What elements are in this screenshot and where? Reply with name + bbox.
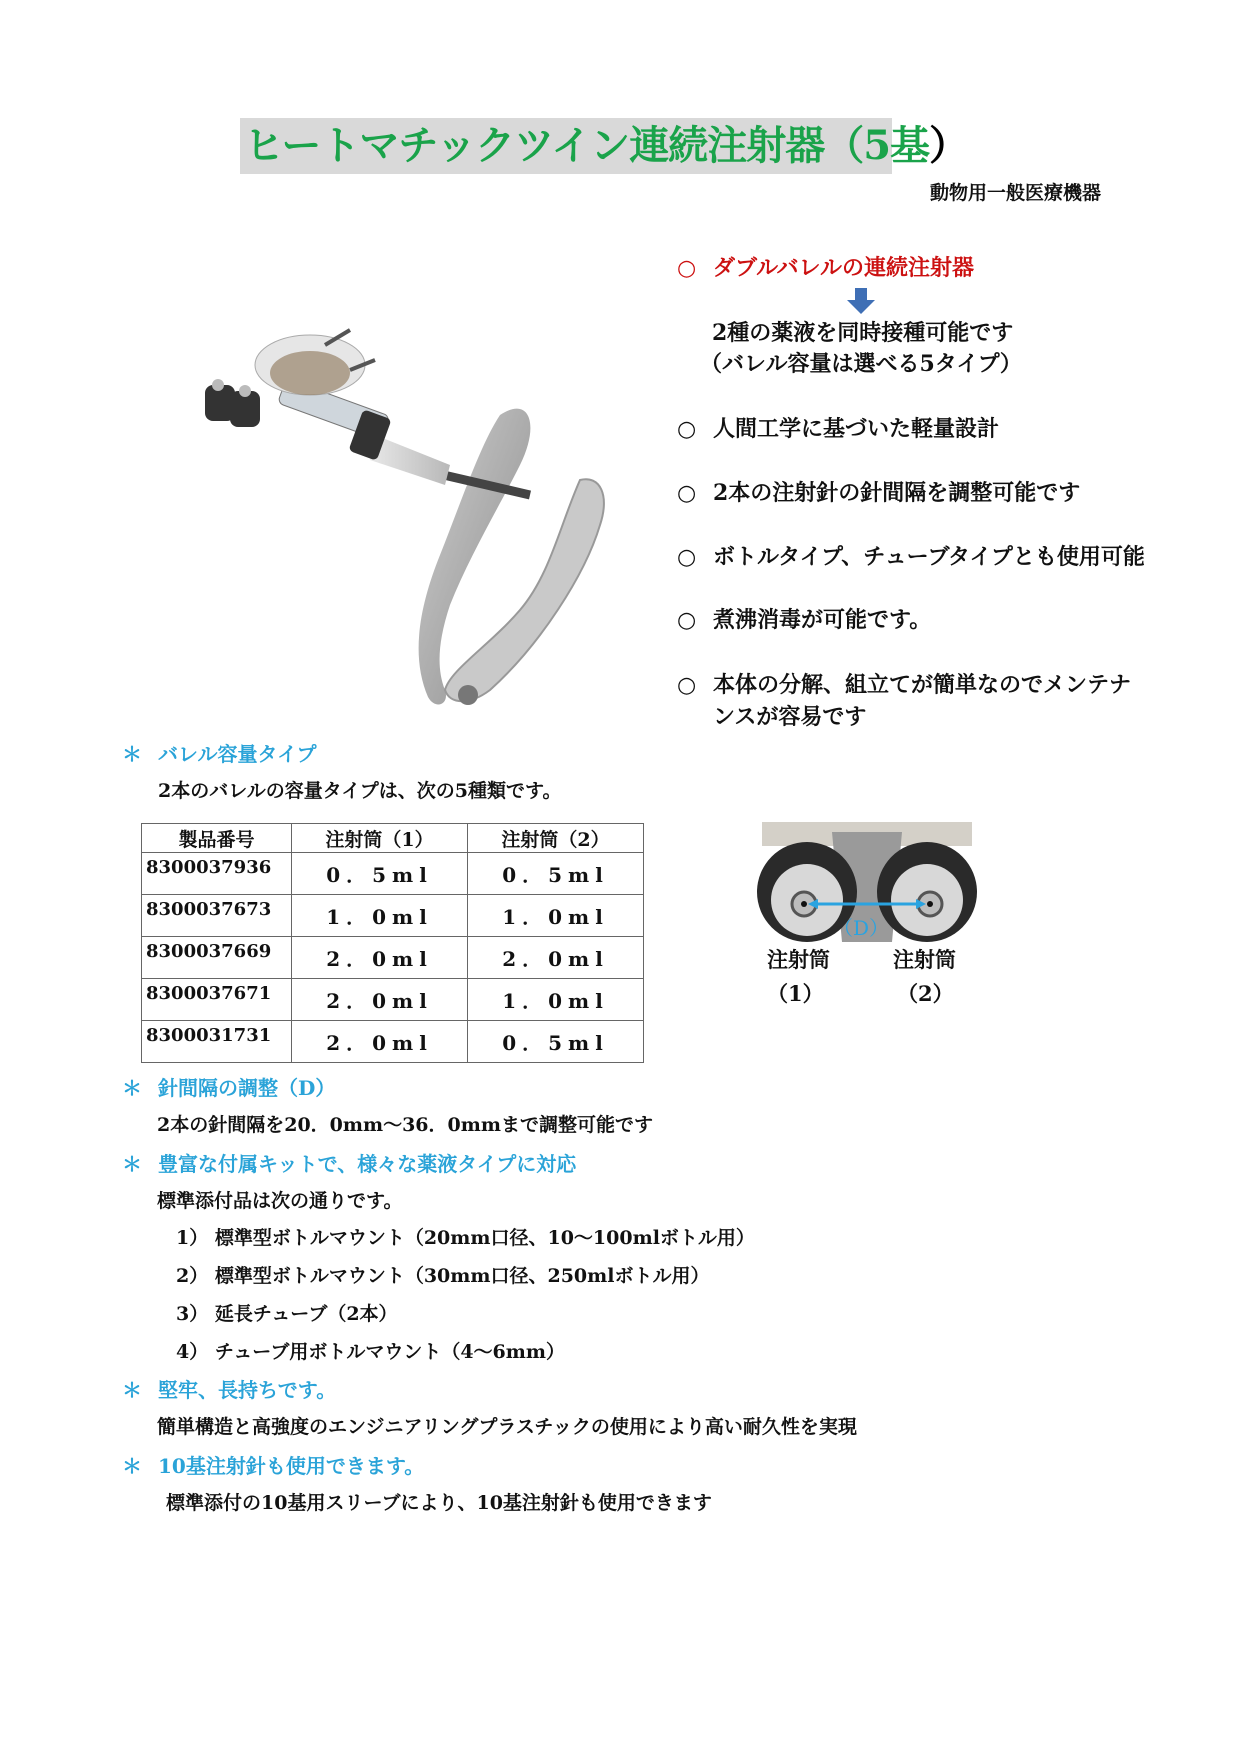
distance-label: （D）	[833, 916, 890, 940]
product-number: 8300037673	[142, 895, 292, 937]
product-image	[200, 325, 620, 725]
barrel-1-capacity: 2．0ml	[292, 1021, 468, 1063]
barrel-2-capacity: 0．5ml	[468, 853, 644, 895]
table-row	[142, 937, 644, 979]
circle-bullet-icon: ○	[677, 545, 697, 570]
feature-item	[677, 412, 999, 443]
barrel-1-capacity: 0．5ml	[292, 853, 468, 895]
circle-bullet-icon: ○	[677, 417, 697, 442]
barrel-2-capacity: 1．0ml	[468, 979, 644, 1021]
section-text-barrel: 2本のバレルの容量タイプは、次の5種類です。	[158, 780, 562, 802]
barrel-1-capacity: 2．0ml	[292, 979, 468, 1021]
barrel-2-capacity: 0．5ml	[468, 1021, 644, 1063]
barrel-2-capacity: 1．0ml	[468, 895, 644, 937]
circle-bullet-icon: ○	[677, 673, 697, 698]
feature-item	[677, 476, 1080, 507]
product-number: 8300037669	[142, 937, 292, 979]
table-row	[142, 895, 644, 937]
kit-item: 3） 延長チューブ（2本）	[176, 1303, 398, 1325]
feature-item-continued: ンスが容易です	[713, 704, 867, 730]
asterisk-bullet-icon: ＊	[122, 1378, 142, 1402]
kit-item: 1） 標準型ボトルマウント（20mm口径、10～100mlボトル用）	[176, 1227, 755, 1249]
circle-bullet-icon: ○	[677, 256, 697, 281]
barrel-2-capacity: 2．0ml	[468, 937, 644, 979]
section-heading-barrel	[122, 738, 317, 767]
barrel-2-number: （2）	[897, 981, 954, 1006]
section-text-kit: 標準添付品は次の通りです。	[157, 1190, 403, 1212]
feature-item	[677, 603, 931, 634]
section-heading-text: 豊富な付属キットで、様々な薬液タイプに対応	[158, 1152, 577, 1176]
barrel-2-label: 注射筒	[893, 947, 956, 972]
section-text-durable: 簡単構造と高強度のエンジニアリングプラスチックの使用により高い耐久性を実現	[157, 1416, 857, 1438]
section-heading-text: 10基注射針も使用できます。	[158, 1454, 425, 1478]
feature-highlight	[677, 251, 974, 282]
section-heading-spacing	[122, 1072, 335, 1101]
feature-item	[677, 540, 1145, 571]
barrel-1-capacity: 1．0ml	[292, 895, 468, 937]
asterisk-bullet-icon: ＊	[122, 1152, 142, 1176]
feature-item-text: 2本の注射針の針間隔を調整可能です	[713, 480, 1081, 506]
circle-bullet-icon: ○	[677, 481, 697, 506]
feature-highlight-detail-2: （バレル容量は選べる5タイプ）	[700, 351, 1022, 377]
product-number: 8300031731	[142, 1021, 292, 1063]
section-text-spacing: 2本の針間隔を20．0mm～36．0mmまで調整可能です	[157, 1114, 653, 1136]
asterisk-bullet-icon: ＊	[122, 742, 142, 766]
down-arrow-icon	[847, 288, 875, 314]
section-heading-needle10	[122, 1450, 424, 1479]
section-heading-text: バレル容量タイプ	[158, 742, 317, 766]
table-row	[142, 1021, 644, 1063]
product-number: 8300037936	[142, 853, 292, 895]
feature-item-text: 人間工学に基づいた軽量設計	[713, 416, 1000, 442]
title-text: ヒートマチックツイン連続注射器（5基	[244, 122, 930, 169]
section-text-needle10: 標準添付の10基用スリーブにより、10基注射針も使用できます	[166, 1492, 712, 1514]
feature-item	[677, 668, 1131, 699]
product-number: 8300037671	[142, 979, 292, 1021]
asterisk-bullet-icon: ＊	[122, 1076, 142, 1100]
table-row	[142, 979, 644, 1021]
table-header: 注射筒（1）	[292, 824, 468, 853]
section-heading-durable	[122, 1374, 336, 1403]
feature-item-text: 煮沸消毒が可能です。	[713, 607, 932, 633]
feature-item-text: 本体の分解、組立てが簡単なのでメンテナ	[713, 672, 1132, 698]
table-header: 製品番号	[142, 824, 292, 853]
asterisk-bullet-icon: ＊	[122, 1454, 142, 1478]
page-title	[240, 118, 969, 174]
device-category: 動物用一般医療機器	[930, 182, 1102, 204]
table-row	[142, 853, 644, 895]
kit-item: 4） チューブ用ボトルマウント（4～6mm）	[176, 1341, 565, 1363]
section-heading-kit	[122, 1148, 576, 1177]
table-header-row	[142, 824, 644, 853]
twin-syringe-icon	[200, 325, 620, 725]
barrel-1-number: （1）	[767, 981, 824, 1006]
section-heading-text: 堅牢、長持ちです。	[158, 1378, 337, 1402]
barrel-capacity-table	[141, 823, 644, 1063]
feature-highlight-detail-1: 2種の薬液を同時接種可能です	[712, 320, 1014, 346]
barrel-1-capacity: 2．0ml	[292, 937, 468, 979]
table-header: 注射筒（2）	[468, 824, 644, 853]
circle-bullet-icon: ○	[677, 608, 697, 633]
barrel-1-label: 注射筒	[767, 947, 830, 972]
feature-item-text: ボトルタイプ、チューブタイプとも使用可能	[713, 544, 1145, 570]
kit-item: 2） 標準型ボトルマウント（30mm口径、250mlボトル用）	[176, 1265, 710, 1287]
section-heading-text: 針間隔の調整（D）	[158, 1076, 336, 1100]
feature-highlight-text: ダブルバレルの連続注射器	[713, 255, 975, 281]
title-close-paren: ）	[929, 122, 969, 169]
